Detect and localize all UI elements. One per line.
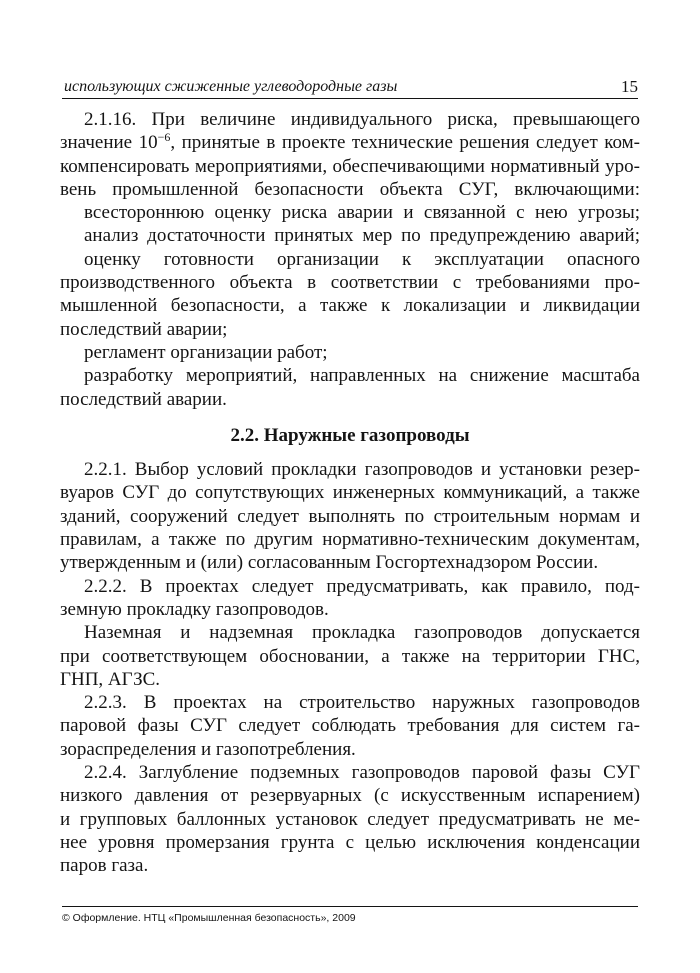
exponent: −6 xyxy=(157,130,171,145)
text-line: 2.1.16. При величине индивидуального риска, превышающего xyxy=(84,109,640,130)
text-line: производственного объекта в соответствии с требованиями про- xyxy=(60,272,640,294)
running-head xyxy=(62,76,638,99)
text-fragment: , принятые в проекте технические решения следует ком- xyxy=(170,132,640,154)
text-line: земную прокладку газопроводов. xyxy=(60,598,329,620)
text-line: оценку готовности организации к эксплуатации опасного xyxy=(84,248,640,270)
text-line: 2.2.4. Заглубление подземных газопроводов паровой фазы СУГ xyxy=(84,762,640,784)
page-number: 15 xyxy=(621,77,638,96)
text-line-risk xyxy=(60,131,640,154)
text-line: последствий аварии. xyxy=(60,388,227,410)
text-line: при соответствующем обосновании, а также на территории ГНС, xyxy=(60,645,640,667)
text-line: всестороннюю оценку риска аварии и связанной с нею угрозы; xyxy=(84,202,640,224)
text-line: паровой фазы СУГ следует соблюдать требования для систем га- xyxy=(60,715,640,737)
text-line: последствий аварии; xyxy=(60,318,228,340)
text-line: 2.2.1. Выбор условий прокладки газопроводов и установки резер- xyxy=(84,459,640,481)
text-line: 2.2.2. В проектах следует предусматривать, как правило, под- xyxy=(84,575,640,597)
running-head-title: использующих сжиженные углеводородные газы xyxy=(64,78,398,95)
text-line: 2.2.3. В проектах на строительство наружных газопроводов xyxy=(84,692,640,714)
text-line: регламент организации работ; xyxy=(84,341,328,363)
text-line: утвержденным и (или) согласованным Госгортехнадзором России. xyxy=(60,552,599,574)
text-line: компенсировать мероприятиями, обеспечивающими нормативный уро- xyxy=(60,155,640,177)
text-line: зданий, сооружений следует выполнять по строительным нормам и xyxy=(60,505,640,527)
text-line: паров газа. xyxy=(60,855,149,877)
text-line: правилам, а также по другим нормативно-техническим документам, xyxy=(60,529,640,551)
body-text xyxy=(60,108,640,878)
text-line: нее уровня промерзания грунта с целью исключения конденсации xyxy=(60,831,640,853)
text-line: ГНП, АГЗС. xyxy=(60,668,161,690)
page-footer: © Оформление. НТЦ «Промышленная безопасность», 2009 xyxy=(62,906,638,925)
text-fragment: значение 10 xyxy=(60,132,158,154)
text-line: анализ достаточности принятых мер по предупреждению аварий; xyxy=(84,225,640,247)
text-line: вуаров СУГ до сопутствующих инженерных коммуникаций, а также xyxy=(60,482,640,504)
text-line: низкого давления от резервуарных (с искусственным испарением) xyxy=(60,785,640,807)
text-line: разработку мероприятий, направленных на снижение масштаба xyxy=(84,365,640,387)
text-line: Наземная и надземная прокладка газопроводов допускается xyxy=(84,622,640,644)
text-line: зораспределения и газопотребления. xyxy=(60,738,356,760)
section-heading: 2.2. Наружные газопроводы xyxy=(230,424,470,446)
text-line: и групповых баллонных установок следует предусматривать не ме- xyxy=(60,808,640,830)
text-line: мышленной безопасности, а также к локализации и ликвидации xyxy=(60,295,640,317)
text-line: вень промышленной безопасности объекта СУГ, включающими: xyxy=(60,178,640,200)
